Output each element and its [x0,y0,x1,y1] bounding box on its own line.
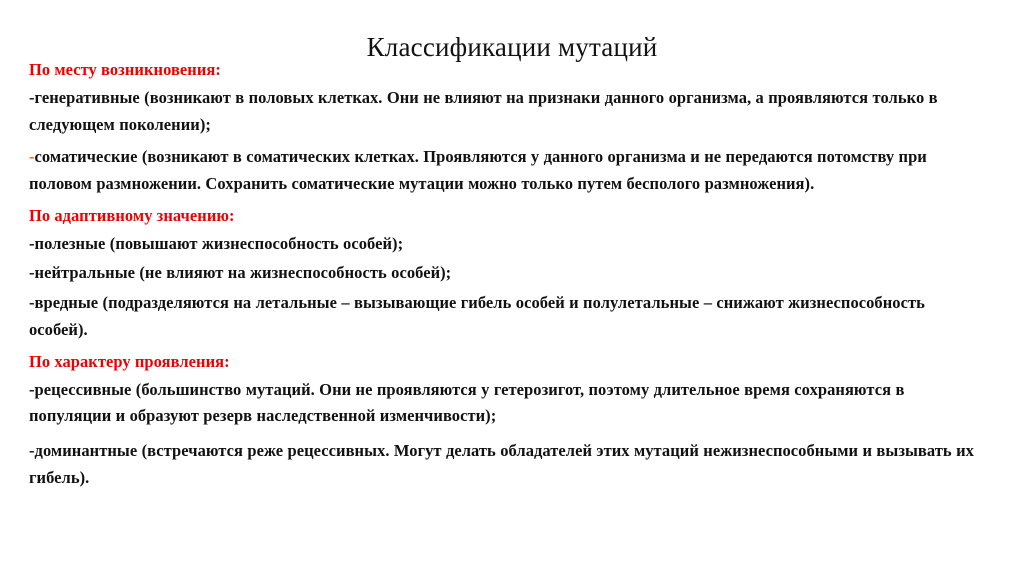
item-dash: - [29,379,35,399]
item-text: генеративные (возникают в половых клетках. Они не влияют на признаки данного организма, а проявляются только в следующем поколении); [29,87,938,134]
list-item [29,85,982,138]
section-heading: По адаптивному значению: [29,205,235,225]
section-heading: По месту возникновения: [29,60,221,79]
list-item [29,144,982,197]
item-dash: - [29,263,35,283]
list-item [29,438,982,491]
section-character-of-expression [29,350,982,492]
item-text: вредные (подразделяются на летальные – вызывающие гибель особей и полулетальные – снижают жизнеспособность особей). [29,293,925,339]
item-text: нейтральные (не влияют на жизнеспособность особей); [34,263,452,283]
section-place-of-origin [29,58,982,198]
section-heading: По характеру проявления: [29,351,230,371]
item-dash: - [29,233,35,253]
item-text: доминантные (встречаются реже рецессивных. Могут делать обладателей этих мутаций нежизнеспособными и вызывать их гибель). [29,440,974,487]
item-dash: - [29,147,35,167]
list-item [29,377,982,430]
list-item [29,260,982,287]
section-adaptive-value [29,204,982,344]
item-text: рецессивные (большинство мутаций. Они не проявляются у гетерозигот, поэтому длительное время сохраняются в популяции и образуют резерв наследственной изменчивости); [29,379,905,426]
item-dash: - [29,293,35,313]
item-text: полезные (повышают жизнеспособность особей); [34,233,404,253]
item-dash: - [29,440,35,460]
page-title: Классификации мутаций [366,32,658,63]
slide-body-content [29,58,982,497]
list-item [29,231,982,258]
item-dash: - [29,87,35,107]
item-text: соматические (возникают в соматических клетках. Проявляются у данного организма и не передаются потомству при половом размножении. Сохранить соматические мутации можно только путем бесполого размножения). [29,147,927,194]
list-item [29,290,982,343]
